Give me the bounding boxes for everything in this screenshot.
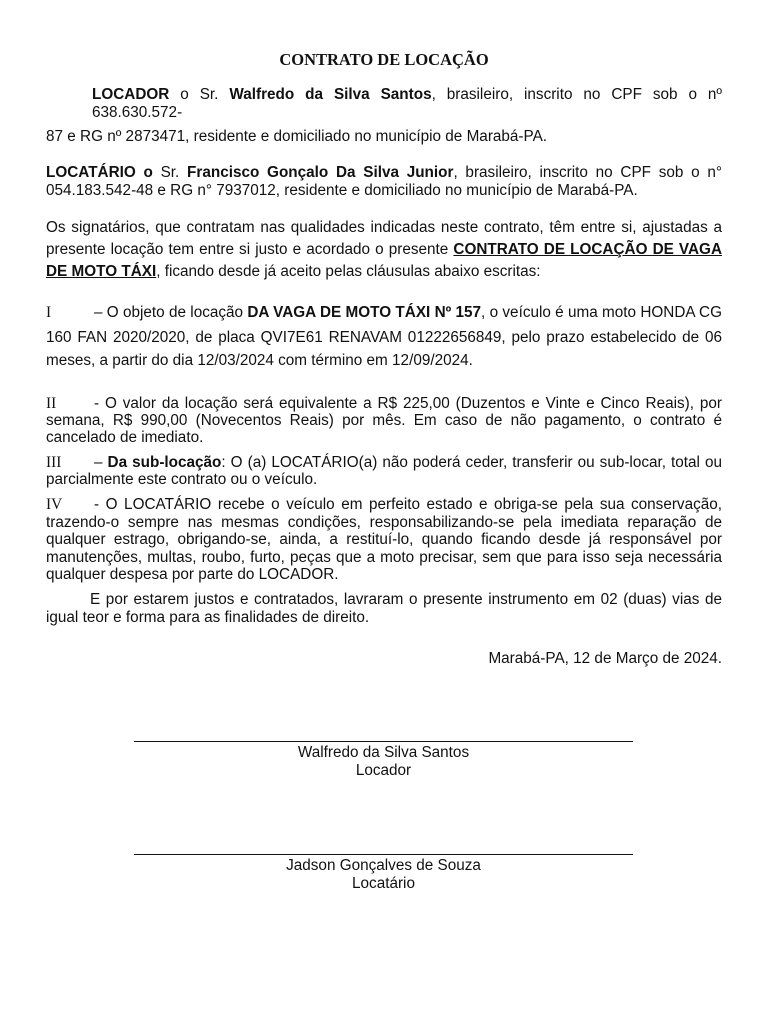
clause-4-line-5: qualquer despesa por parte do LOCADOR. <box>46 566 339 583</box>
clause-2-text: - O valor da locação será equivalente a R$ 225,00 (Duzentos e Vinte e Cinco Reais), por <box>94 395 722 412</box>
clause-4-line-1 <box>46 496 722 514</box>
clause-2-line-1 <box>46 395 722 413</box>
clause-1-line-1 <box>46 304 722 322</box>
locador-name: Walfredo da Silva Santos <box>229 86 432 103</box>
clause-1-text-c: , o veículo é uma moto HONDA CG <box>481 304 723 321</box>
locador-text-b: , brasileiro, inscrito no CPF sob o nº <box>431 86 722 103</box>
place-date: Marabá-PA, 12 de Março de 2024. <box>488 650 722 667</box>
contract-type-a: CONTRATO DE LOCAÇÃO DE VAGA <box>453 241 722 258</box>
intro-line-1: Os signatários, que contratam nas qualidades indicadas neste contrato, têm entre si, ajustadas a <box>46 219 722 236</box>
signature-role-locador: Locador <box>355 762 412 779</box>
clause-3-line-1 <box>46 454 722 472</box>
intro-line-3 <box>46 263 722 281</box>
signature-role-locatario: Locatário <box>352 875 415 892</box>
contract-type-b: DE MOTO TÁXI <box>46 263 157 280</box>
clause-4-text: - O LOCATÁRIO recebe o veículo em perfeito estado e obriga-se pela sua conservação, <box>94 496 722 513</box>
signature-name-locador: Walfredo da Silva Santos <box>297 744 470 761</box>
locador-text-a: o Sr. <box>169 86 230 103</box>
clause-3-text: : O (a) LOCATÁRIO(a) não poderá ceder, transferir ou sub-locar, total ou <box>221 454 722 471</box>
closing-line-1 <box>46 591 722 609</box>
clause-1-line-3: meses, a partir do dia 12/03/2024 com término em 12/09/2024. <box>46 352 473 369</box>
document-title: CONTRATO DE LOCAÇÃO <box>279 50 489 69</box>
signature-line-locador <box>134 741 633 742</box>
locador-cpf: 638.630.572- <box>92 104 183 121</box>
clause-1-line-2: 160 FAN 2020/2020, de placa QVI7E61 RENAVAM 01222656849, pelo prazo estabelecido de 06 <box>46 329 722 346</box>
clause-1-number: I <box>46 304 52 321</box>
clause-2-line-3: cancelado de imediato. <box>46 429 204 446</box>
clause-2-number: II <box>46 395 57 412</box>
clause-1-object: DA VAGA DE MOTO TÁXI Nº 157 <box>247 304 482 321</box>
clause-4-line-3: qualquer estrago, obrigando-se, ainda, a restituí-lo, quando ficando desde já responsável por <box>46 531 722 548</box>
clause-3-dash: – <box>94 454 108 471</box>
clause-3-heading: Da sub-locação <box>107 454 222 471</box>
locatario-text-a: Sr. <box>152 164 188 181</box>
locatario-text-b: , brasileiro, inscrito no CPF sob o n° <box>453 164 722 181</box>
clause-2-line-2: semana, R$ 990,00 (Novecentos Reais) por mês. Em caso de não pagamento, o contrato é <box>46 412 722 429</box>
signature-line-locatario <box>134 854 633 855</box>
signature-name-locatario: Jadson Gonçalves de Souza <box>286 857 481 874</box>
locador-paragraph <box>46 86 722 104</box>
intro-text-end: , ficando desde já aceito pelas cláusulas abaixo escritas: <box>156 263 541 280</box>
clause-4-line-4: manutenções, multas, roubo, furto, peças que a moto precisar, sem que para isso seja necessária <box>46 549 722 566</box>
clause-4-line-2: trazendo-o sempre nas mesmas condições, responsabilizando-se pela imediata reparação de <box>46 514 722 531</box>
closing-line-2: igual teor e forma para as finalidades de direito. <box>46 609 370 626</box>
clause-4-number: IV <box>46 496 63 513</box>
locador-label: LOCADOR <box>92 86 170 103</box>
locatario-cpf-rg: 054.183.542-48 e RG n° 7937012, residente e domiciliado no município de Marabá-PA. <box>46 182 638 199</box>
locador-rg: 87 e RG nº 2873471, residente e domiciliado no município de Marabá-PA. <box>46 128 548 145</box>
clause-3-line-2: parcialmente este contrato ou o veículo. <box>46 471 318 488</box>
locatario-label: LOCATÁRIO o <box>46 164 153 181</box>
closing-text: E por estarem justos e contratados, lavraram o presente instrumento em 02 (duas) vias de <box>90 591 722 608</box>
clause-3-number: III <box>46 454 62 471</box>
intro-text: presente locação tem entre si justo e acordado o presente <box>46 241 454 258</box>
locatario-paragraph <box>46 164 722 182</box>
intro-line-2 <box>46 241 722 259</box>
clause-1-text-a: – O objeto de locação <box>94 304 248 321</box>
locatario-name: Francisco Gonçalo Da Silva Junior <box>187 164 454 181</box>
